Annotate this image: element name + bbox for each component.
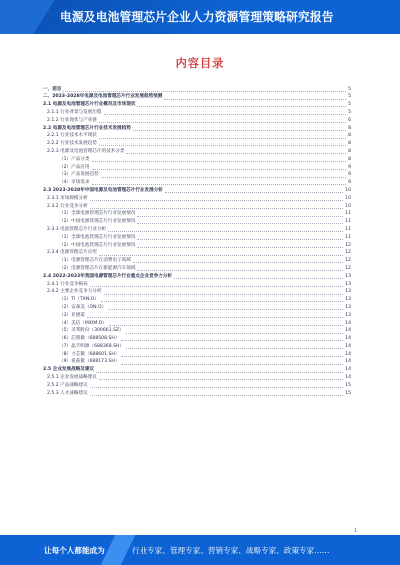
toc-entry[interactable] [43, 109, 351, 117]
toc-entry[interactable] [43, 351, 351, 359]
toc-entry[interactable] [43, 382, 351, 390]
toc-entry-page: 10 [345, 187, 351, 193]
toc-entry-page: 12 [345, 265, 351, 271]
toc-entry-page: 8 [348, 148, 351, 154]
toc-entry-page: 9 [348, 172, 351, 178]
toc-entry-page: 14 [345, 351, 351, 357]
toc-entry-text: 2.3.2 行业竞争分析 [47, 203, 88, 209]
toc-entry-page: 13 [345, 281, 351, 287]
toc-entry-page: 11 [345, 211, 351, 217]
toc-entry[interactable] [43, 164, 351, 172]
toc-entry-page: 15 [345, 382, 351, 388]
toc-entry-page: 13 [345, 273, 351, 279]
page-number: 1 [353, 528, 357, 534]
toc-leader-dots [90, 205, 343, 209]
toc-entry-page: 11 [345, 219, 351, 225]
toc-entry[interactable] [43, 172, 351, 180]
toc-leader-dots [133, 259, 343, 263]
toc-entry-text: （1）TI（TXN.O） [59, 297, 99, 303]
toc-entry-page: 10 [345, 195, 351, 201]
toc-entry-page: 14 [345, 367, 351, 373]
toc-entry-text: 2.3.3 电池管理芯片行业分析 [47, 226, 107, 232]
toc-entry-text: （1）电源管理芯片在消费电子领域 [59, 258, 131, 264]
footer-decoration [101, 535, 136, 565]
report-title: 电源及电池管理芯片企业人力资源管理策略研究报告 [60, 10, 334, 24]
toc-entry-text: 2.5.1 企业发展战略建议 [47, 375, 97, 381]
toc-entry[interactable] [43, 86, 351, 94]
toc-leader-dots [96, 369, 343, 373]
toc-entry[interactable] [43, 359, 351, 367]
toc-entry[interactable] [43, 133, 351, 141]
toc-entry[interactable] [43, 367, 351, 375]
toc-entry[interactable] [43, 102, 351, 110]
toc-entry-page: 11 [345, 226, 351, 232]
toc-leader-dots [104, 291, 344, 295]
toc-entry-text: 二、2023-2028年电源及电池管理芯片行业发展趋势预测 [43, 94, 163, 100]
toc-entry-page: 5 [348, 86, 351, 92]
toc-entry-text: 2.2.2 行业技术发展趋势 [47, 141, 97, 147]
toc-leader-dots [90, 197, 343, 201]
toc-entry[interactable] [43, 234, 351, 242]
toc-entry[interactable] [43, 374, 351, 382]
toc-leader-dots [101, 174, 346, 178]
toc-entry-text: 2.2 电源及电池管理芯片行业技术发展趋势 [43, 125, 131, 131]
toc-leader-dots [99, 135, 346, 139]
toc-leader-dots [126, 345, 343, 349]
toc-entry-page: 14 [345, 336, 351, 342]
toc-entry-text: （2）中国电池管理芯片行业发展情况 [59, 242, 136, 248]
toc-leader-dots [92, 181, 347, 185]
toc-entry-text: （5）圣邦股份（300661.SZ） [59, 328, 124, 334]
toc-entry-text: （2）产品应用 [59, 164, 90, 170]
toc-leader-dots [99, 376, 343, 380]
toc-entry[interactable] [43, 156, 351, 164]
toc-leader-dots [126, 150, 346, 154]
toc-entry-text: 2.1.2 行业现状与产业链 [47, 117, 97, 123]
toc-leader-dots [92, 166, 347, 170]
toc-entry-text: 2.2.1 行业技术水平现状 [47, 133, 97, 139]
toc-entry-text: （3）产品发展趋势 [59, 172, 99, 178]
toc-leader-dots [108, 228, 343, 232]
toc-entry[interactable] [43, 117, 351, 125]
footer-bar [0, 535, 400, 565]
toc-leader-dots [133, 127, 346, 131]
toc-entry[interactable] [43, 211, 351, 219]
toc-entry-text: （2）安森美（ON.O） [59, 304, 107, 310]
toc-entry[interactable] [43, 320, 351, 328]
toc-leader-dots [99, 119, 346, 123]
toc-entry-text: 2.3.4 电源管理芯片应用 [47, 250, 97, 256]
toc-entry-page: 8 [348, 141, 351, 147]
toc-entry-text: （9）希荻微（688173.SH） [59, 359, 120, 365]
toc-entry[interactable] [43, 219, 351, 227]
toc-entry-page: 14 [345, 359, 351, 365]
toc-entry-page: 8 [348, 133, 351, 139]
toc-leader-dots [137, 244, 343, 248]
toc-entry-text: （1）全球电池管理芯片行业发展情况 [59, 234, 136, 240]
toc-entry-page: 8 [348, 125, 351, 131]
toc-entry[interactable] [43, 312, 351, 320]
toc-entry-text: 2.4.1 行业竞争格局 [47, 281, 88, 287]
toc-entry-text: （3）亚德诺 [59, 312, 85, 318]
toc-entry-text: （6）芯朋微（688508.SH） [59, 336, 120, 342]
toc-entry-text: （1）产品分类 [59, 156, 90, 162]
toc-entry-page: 14 [345, 320, 351, 326]
toc-entry-text: 2.3.1 市场规模分析 [47, 195, 88, 201]
toc-entry-page: 13 [345, 312, 351, 318]
toc-entry[interactable] [43, 289, 351, 297]
toc-entry[interactable] [43, 148, 351, 156]
toc-entry[interactable] [43, 265, 351, 273]
toc-entry[interactable] [43, 226, 351, 234]
toc-entry-page: 13 [345, 297, 351, 303]
toc-entry[interactable] [43, 304, 351, 312]
toc-entry[interactable] [43, 180, 351, 188]
toc-entry[interactable] [43, 187, 351, 195]
toc-leader-dots [174, 275, 343, 279]
toc-entry-page: 8 [348, 156, 351, 162]
toc-entry[interactable] [43, 390, 351, 398]
toc-leader-dots [165, 189, 343, 193]
footer-slogan-left: 让每个人都能成为 [44, 546, 105, 555]
toc-entry-text: （4）美信（MXIM.O） [59, 320, 107, 326]
toc-entry-page: 13 [345, 289, 351, 295]
toc-leader-dots [90, 283, 343, 287]
toc-entry-text: （8）力芯微（688601.SH） [59, 351, 120, 357]
toc-leader-dots [137, 213, 343, 217]
toc-entry-text: （1）全球电源管理芯片行业发展情况 [59, 211, 136, 217]
toc-leader-dots [121, 337, 343, 341]
toc-entry[interactable] [43, 273, 351, 281]
toc-entry-text: 一、前言 [43, 86, 62, 92]
toc-entry-page: 5 [348, 102, 351, 108]
toc-entry-page: 5 [348, 109, 351, 115]
toc-leader-dots [90, 384, 343, 388]
toc-entry-page: 5 [348, 94, 351, 100]
toc-leader-dots [101, 298, 343, 302]
toc-entry-text: （7）晶丰明源（688368.SH） [59, 343, 125, 349]
toc-leader-dots [137, 103, 346, 107]
toc-entry-page: 9 [348, 180, 351, 186]
toc-entry[interactable] [43, 336, 351, 344]
toc-entry[interactable] [43, 328, 351, 336]
toc-entry-page: 10 [345, 203, 351, 209]
toc-entry-page: 12 [345, 258, 351, 264]
report-header [0, 0, 400, 34]
toc-entry-text: 2.3 2023-2028年中国电源及电池管理芯片行业发展分析 [43, 187, 163, 193]
toc-leader-dots [164, 96, 346, 100]
table-of-contents [43, 86, 351, 398]
toc-entry-page: 6 [348, 117, 351, 123]
toc-leader-dots [90, 392, 343, 396]
toc-leader-dots [126, 330, 343, 334]
toc-entry-text: 2.4.2 主要企业竞争力分析 [47, 289, 102, 295]
toc-entry[interactable] [43, 203, 351, 211]
toc-entry-page: 12 [345, 250, 351, 256]
toc-leader-dots [137, 236, 343, 240]
toc-leader-dots [99, 142, 346, 146]
toc-entry-text: 2.5 企业发展战略及建议 [43, 367, 95, 373]
toc-leader-dots [92, 158, 347, 162]
toc-leader-dots [121, 353, 343, 357]
toc-leader-dots [137, 220, 343, 224]
toc-entry-text: 2.5.3 人才战略建议 [47, 390, 88, 396]
toc-entry-page: 9 [348, 164, 351, 170]
toc-entry[interactable] [43, 195, 351, 203]
toc-entry-text: （2）中国电源管理芯片行业发展情况 [59, 219, 136, 225]
toc-entry-text: 2.1.1 行业背景与发展历程 [47, 109, 102, 115]
toc-entry-text: （4）市场需求 [59, 180, 90, 186]
toc-leader-dots [104, 111, 347, 115]
toc-leader-dots [108, 306, 343, 310]
toc-leader-dots [87, 314, 343, 318]
toc-entry-page: 14 [345, 343, 351, 349]
toc-entry-text: 2.2.3 电源及电池管理芯片的技术分类 [47, 148, 125, 154]
toc-entry-page: 14 [345, 328, 351, 334]
toc-entry[interactable] [43, 281, 351, 289]
toc-entry[interactable] [43, 94, 351, 102]
toc-entry[interactable] [43, 141, 351, 149]
toc-entry[interactable] [43, 258, 351, 266]
toc-entry-page: 13 [345, 304, 351, 310]
toc-leader-dots [99, 252, 343, 256]
toc-entry-text: 2.4 2022-2023年我国电源管理芯片行业重点企业竞争力分析 [43, 273, 173, 279]
toc-heading: 内容目录 [175, 57, 225, 70]
toc-entry[interactable] [43, 297, 351, 305]
toc-entry[interactable] [43, 125, 351, 133]
toc-entry-page: 11 [345, 234, 351, 240]
toc-entry-page: 14 [345, 375, 351, 381]
header-decoration [0, 0, 55, 34]
toc-entry[interactable] [43, 242, 351, 250]
toc-entry-text: 2.5.2 产品战略建议 [47, 382, 88, 388]
toc-entry-text: 2.1 电源及电池管理芯片行业概况及市场现状 [43, 102, 136, 108]
toc-leader-dots [137, 267, 343, 271]
toc-entry-text: （2）电源管理芯片在新能源汽车领域 [59, 265, 136, 271]
toc-entry-page: 15 [345, 390, 351, 396]
toc-entry[interactable] [43, 250, 351, 258]
toc-entry[interactable] [43, 343, 351, 351]
footer-slogan-right: 行业专家、管理专家、营销专家、战略专家、政策专家…… [132, 546, 330, 555]
toc-entry-page: 12 [345, 242, 351, 248]
toc-leader-dots [121, 361, 343, 365]
toc-leader-dots [109, 322, 343, 326]
toc-leader-dots [63, 88, 346, 92]
